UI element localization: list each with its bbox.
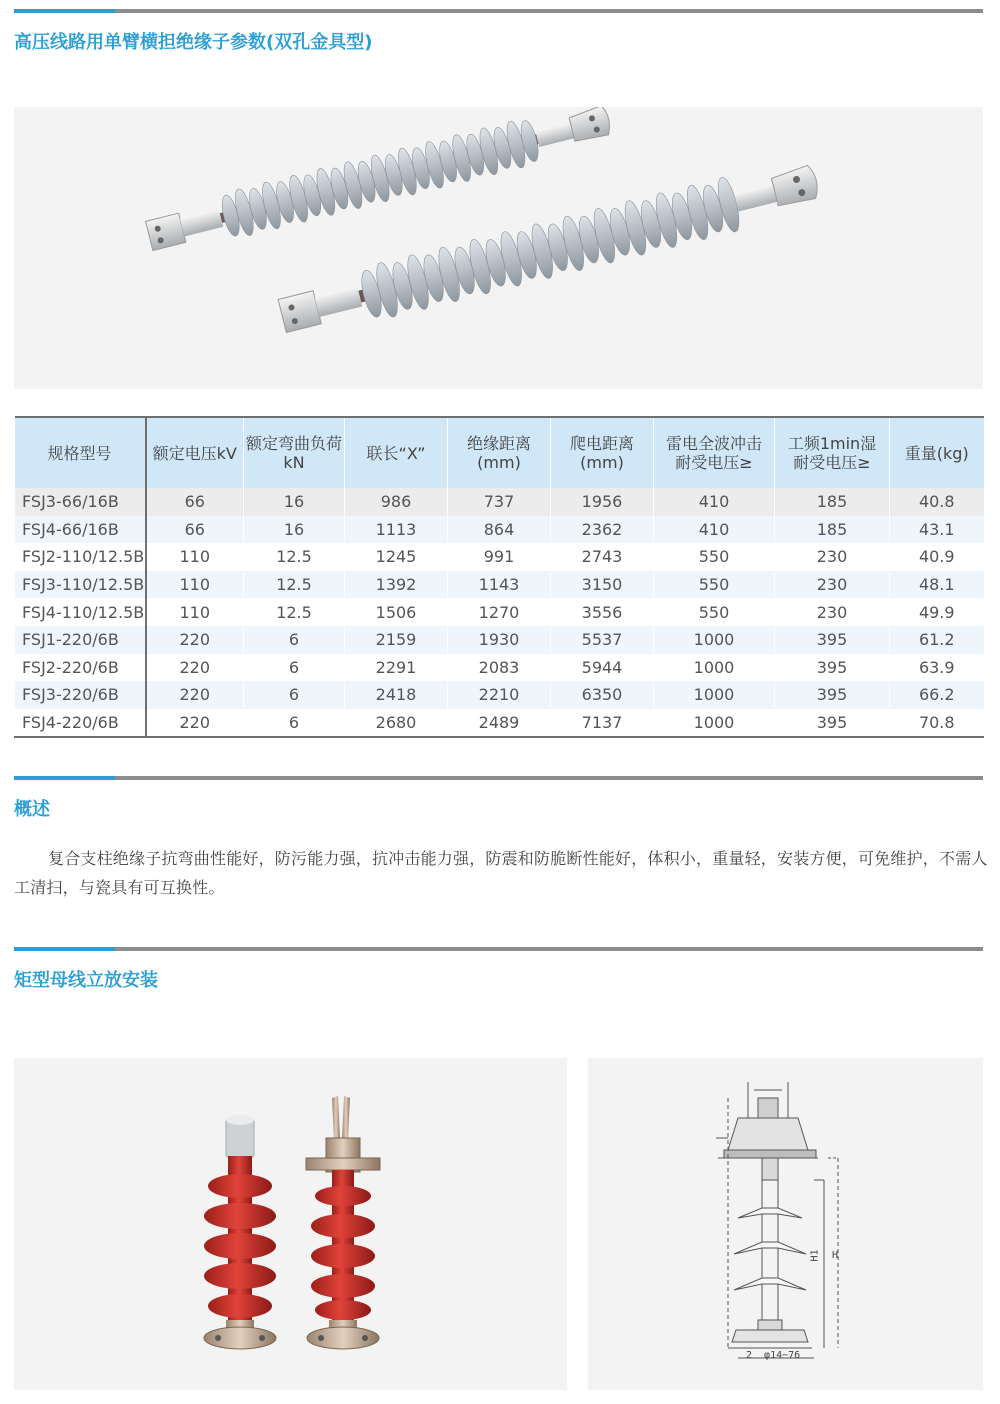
cell-length: 1113 — [345, 516, 448, 544]
cell-model: FSJ4-110/12.5B — [15, 598, 146, 626]
cell-length: 2159 — [345, 626, 448, 654]
table-row — [15, 709, 984, 738]
col-header-rated-voltage: 额定电压kV — [146, 417, 244, 488]
cell-insulation-distance: 737 — [448, 488, 551, 516]
insulator-photo-grey — [14, 107, 983, 389]
grey-insulators-image — [14, 107, 983, 389]
header-line: kN — [283, 453, 305, 472]
table-header-row — [15, 417, 984, 488]
cell-weight: 43.1 — [890, 516, 984, 544]
insulator-photo-red — [14, 1058, 567, 1390]
table-row — [15, 543, 984, 571]
cell-length: 1506 — [345, 598, 448, 626]
cell-power-frequency: 230 — [775, 543, 890, 571]
cell-insulation-distance: 1270 — [448, 598, 551, 626]
cell-lightning-impulse: 1000 — [654, 626, 775, 654]
cell-insulation-distance: 2210 — [448, 681, 551, 709]
cell-weight: 70.8 — [890, 709, 984, 738]
table-row — [15, 626, 984, 654]
cell-weight: 40.8 — [890, 488, 984, 516]
cell-insulation-distance: 1143 — [448, 571, 551, 599]
cell-rated-voltage: 220 — [146, 626, 244, 654]
cell-creepage-distance: 2743 — [551, 543, 654, 571]
overview-paragraph: 复合支柱绝缘子抗弯曲性能好，防污能力强，抗冲击能力强，防震和防脆断性能好，体积小，重量轻，安装方便，可免维护，不需人工清扫，与瓷具有可互换性。 — [14, 849, 988, 897]
cell-length: 2418 — [345, 681, 448, 709]
col-header-weight: 重量(kg) — [890, 417, 984, 488]
col-header-creepage-distance — [551, 417, 654, 488]
cell-weight: 61.2 — [890, 626, 984, 654]
cell-creepage-distance: 5944 — [551, 654, 654, 682]
section-title-params: 高压线路用单臂横担绝缘子参数(双孔金具型) — [14, 32, 373, 53]
divider-accent — [14, 9, 115, 13]
cell-weight: 63.9 — [890, 654, 984, 682]
header-line: 雷电全波冲击 — [665, 434, 762, 453]
cell-power-frequency: 230 — [775, 571, 890, 599]
cell-power-frequency: 395 — [775, 681, 890, 709]
cell-rated-voltage: 66 — [146, 516, 244, 544]
cell-model: FSJ4-220/6B — [15, 709, 146, 738]
header-line: 额定弯曲负荷 — [246, 434, 343, 453]
cell-bending-load: 6 — [244, 681, 345, 709]
dimension-label-h1: H1 — [809, 1249, 821, 1262]
cell-model: FSJ2-110/12.5B — [15, 543, 146, 571]
cell-lightning-impulse: 410 — [654, 516, 775, 544]
cell-bending-load: 16 — [244, 516, 345, 544]
section-divider-3 — [14, 947, 983, 951]
cell-insulation-distance: 1930 — [448, 626, 551, 654]
cell-rated-voltage: 110 — [146, 543, 244, 571]
cell-bending-load: 12.5 — [244, 571, 345, 599]
cell-weight: 48.1 — [890, 571, 984, 599]
table-row — [15, 598, 984, 626]
cell-length: 1392 — [345, 571, 448, 599]
cell-lightning-impulse: 550 — [654, 543, 775, 571]
header-line: (mm) — [580, 453, 624, 472]
table-row — [15, 488, 984, 516]
cell-lightning-impulse: 1000 — [654, 709, 775, 738]
cell-insulation-distance: 2083 — [448, 654, 551, 682]
red-insulators-image — [14, 1058, 567, 1390]
header-line: (mm) — [477, 453, 521, 472]
header-line: 耐受电压≥ — [675, 453, 753, 472]
divider-accent — [14, 947, 115, 951]
dimension-label-h: H — [832, 1250, 839, 1261]
cell-model: FSJ2-220/6B — [15, 654, 146, 682]
cell-creepage-distance: 6350 — [551, 681, 654, 709]
col-header-power-frequency — [775, 417, 890, 488]
cell-insulation-distance: 864 — [448, 516, 551, 544]
table-row — [15, 654, 984, 682]
cell-lightning-impulse: 1000 — [654, 681, 775, 709]
cell-model: FSJ4-66/16B — [15, 516, 146, 544]
cell-insulation-distance: 2489 — [448, 709, 551, 738]
cell-power-frequency: 395 — [775, 709, 890, 738]
spec-table — [14, 416, 984, 738]
cell-creepage-distance: 7137 — [551, 709, 654, 738]
cell-model: FSJ3-110/12.5B — [15, 571, 146, 599]
cell-length: 2680 — [345, 709, 448, 738]
cell-length: 986 — [345, 488, 448, 516]
header-line: 爬电距离 — [569, 434, 634, 453]
table-row — [15, 571, 984, 599]
cell-power-frequency: 230 — [775, 598, 890, 626]
section-title-overview: 概述 — [14, 799, 50, 820]
cell-lightning-impulse: 410 — [654, 488, 775, 516]
cell-length: 2291 — [345, 654, 448, 682]
technical-drawing — [588, 1058, 983, 1390]
cell-bending-load: 12.5 — [244, 598, 345, 626]
cell-weight: 40.9 — [890, 543, 984, 571]
table-row — [15, 681, 984, 709]
technical-drawing-box — [588, 1058, 983, 1390]
cell-power-frequency: 395 — [775, 654, 890, 682]
section-divider-1 — [14, 9, 983, 13]
cell-bending-load: 16 — [244, 488, 345, 516]
cell-lightning-impulse: 1000 — [654, 654, 775, 682]
col-header-insulation-distance — [448, 417, 551, 488]
cell-power-frequency: 185 — [775, 516, 890, 544]
cell-rated-voltage: 220 — [146, 654, 244, 682]
cell-bending-load: 6 — [244, 709, 345, 738]
header-line: 绝缘距离 — [466, 434, 531, 453]
cell-lightning-impulse: 550 — [654, 571, 775, 599]
cell-model: FSJ3-66/16B — [15, 488, 146, 516]
header-line: 耐受电压≥ — [793, 453, 871, 472]
cell-rated-voltage: 110 — [146, 598, 244, 626]
cell-insulation-distance: 991 — [448, 543, 551, 571]
cell-creepage-distance: 3150 — [551, 571, 654, 599]
cell-length: 1245 — [345, 543, 448, 571]
cell-bending-load: 12.5 — [244, 543, 345, 571]
table-row — [15, 516, 984, 544]
cell-bending-load: 6 — [244, 626, 345, 654]
section-title-installation: 矩型母线立放安装 — [14, 970, 158, 991]
cell-weight: 66.2 — [890, 681, 984, 709]
cell-model: FSJ3-220/6B — [15, 681, 146, 709]
section-divider-2 — [14, 776, 983, 780]
cell-model: FSJ1-220/6B — [15, 626, 146, 654]
cell-creepage-distance: 1956 — [551, 488, 654, 516]
header-line: 工频1min湿 — [787, 434, 877, 453]
cell-creepage-distance: 2362 — [551, 516, 654, 544]
col-header-bending-load — [244, 417, 345, 488]
cell-power-frequency: 185 — [775, 488, 890, 516]
col-header-length: 联长“X” — [345, 417, 448, 488]
col-header-lightning-impulse — [654, 417, 775, 488]
cell-weight: 49.9 — [890, 598, 984, 626]
cell-rated-voltage: 220 — [146, 681, 244, 709]
divider-accent — [14, 776, 115, 780]
cell-bending-load: 6 — [244, 654, 345, 682]
dimension-label-diameter: 2 φ14~76 — [746, 1350, 801, 1361]
cell-rated-voltage: 110 — [146, 571, 244, 599]
cell-creepage-distance: 3556 — [551, 598, 654, 626]
cell-rated-voltage: 66 — [146, 488, 244, 516]
col-header-model: 规格型号 — [15, 417, 146, 488]
cell-rated-voltage: 220 — [146, 709, 244, 738]
cell-power-frequency: 395 — [775, 626, 890, 654]
cell-lightning-impulse: 550 — [654, 598, 775, 626]
cell-creepage-distance: 5537 — [551, 626, 654, 654]
